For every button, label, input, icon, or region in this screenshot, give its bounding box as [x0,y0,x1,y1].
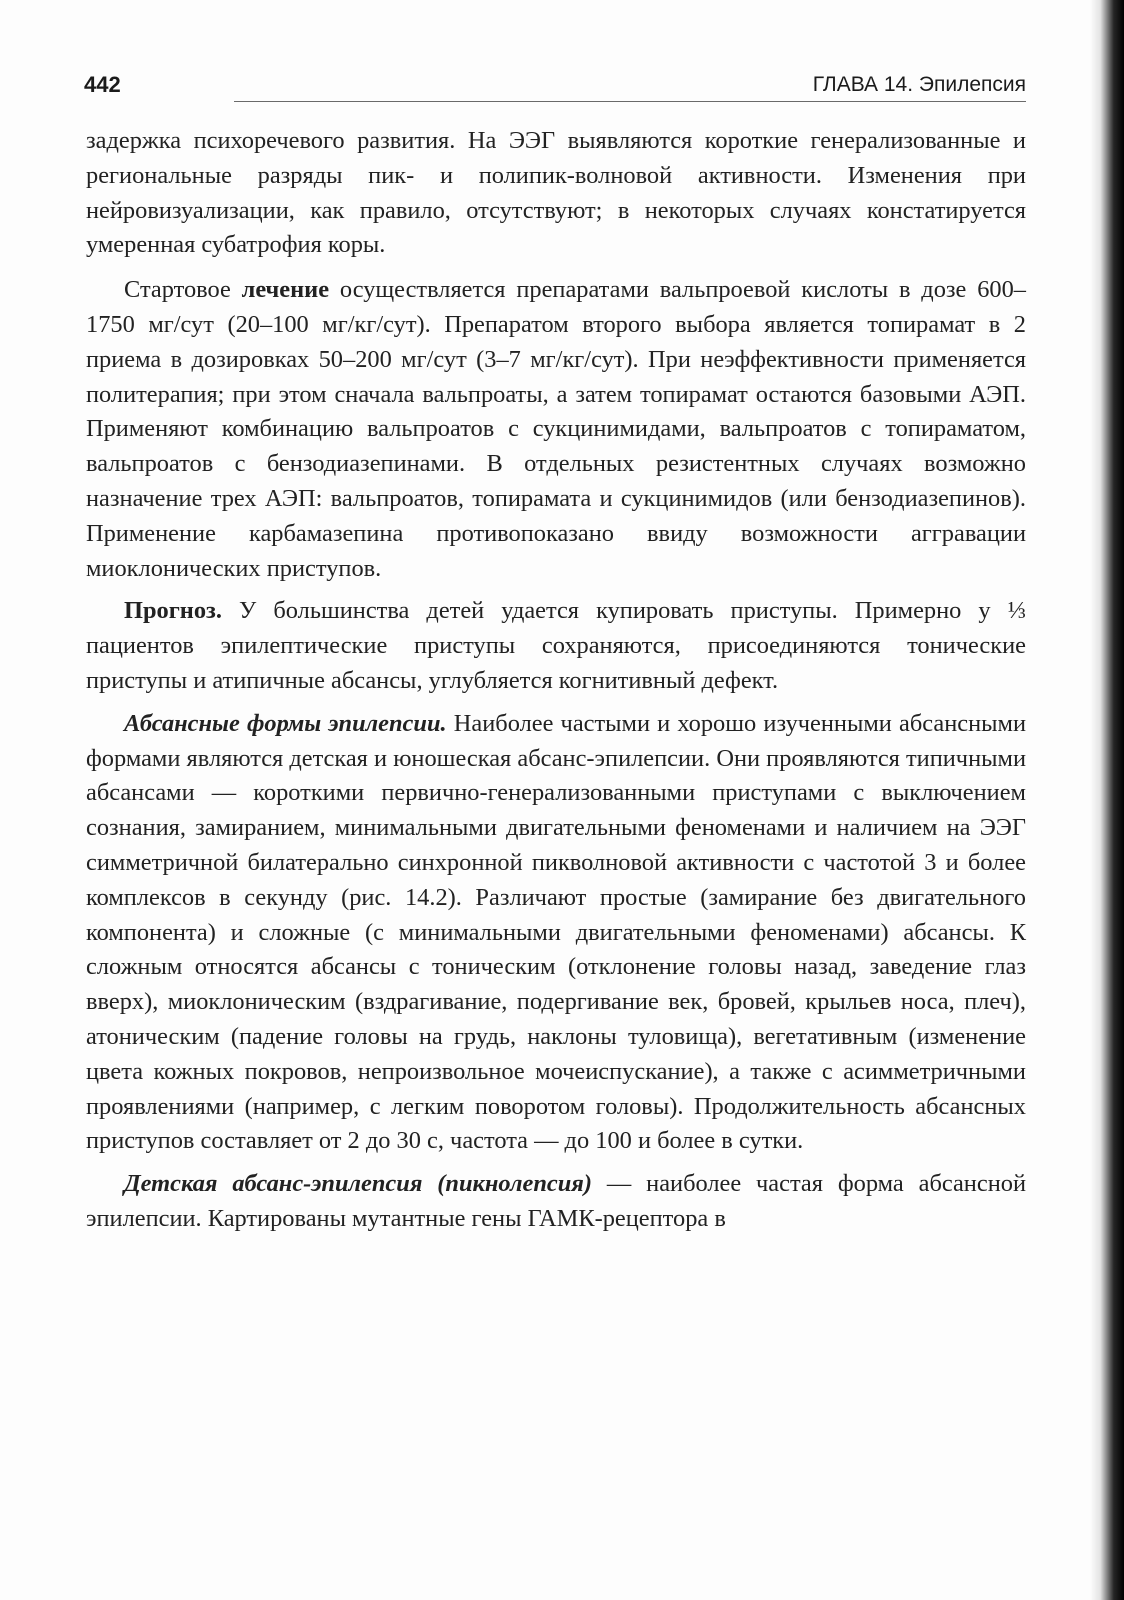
paragraph-treatment [86,273,1026,586]
term-treatment: лечение [241,276,330,304]
header-rule [234,101,1026,102]
running-head: ГЛАВА 14. Эпилепсия [812,73,1026,96]
term-absence-forms: Абсансные формы эпилепсии. [124,709,447,737]
paragraph-text: — наиболее частая форма абсансной эпилепсии. Картированы мутантные гены ГАМК-рецептора в [86,1170,1026,1232]
paragraph-lead: Стартовое [124,276,242,304]
paragraph-text: задержка психоречевого развития. На ЭЭГ выявляются короткие генерализованные и региональные разряды пик- и полипик-волновой активности. Изменения при нейровизуализации, как правило, отсутствуют; в некоторых случаях констатируется умеренная субатрофия коры. [86,127,1026,259]
paragraph-text: У большинства детей удается купировать приступы. Примерно у ⅓ пациентов эпилептические приступы сохраняются, присоединяются тонические приступы и атипичные абсансы, углубляется когнитивный дефект. [86,597,1026,694]
page-number: 442 [84,72,121,97]
page-binding-shadow [1090,0,1124,1600]
paragraph-text: Наиболее частыми и хорошо изученными абсансными формами являются детская и юношеская абсанс-эпилепсии. Они проявляются типичными абсансами — короткими первично-генерализованными приступами с выключением сознания, замиранием, минимальными двигательными феноменами и наличием на ЭЭГ симметричной билатерально синхронной пикволновой активности с частотой 3 и более комплексов в секунду (рис. 14.2). Различают простые (замирание без двигательного компонента) и сложные (с минимальными двигательными феноменами) абсансы. К сложным относятся абсансы с тоническим (отклонение головы назад, заведение глаз вверх), миоклоническим (вздрагивание, подергивание век, бровей, крыльев носа, плеч), атоническим (падение головы на грудь, наклоны туловища), вегетативным (изменение цвета кожных покровов, непроизвольное мочеиспускание), а также с асимметричными проявлениями (например, с легким поворотом головы). Продолжительность абсансных приступов составляет от 2 до 30 с, частота — до 100 и более в сутки. [86,709,1026,1155]
paragraph-continuation [86,124,1026,263]
term-childhood-absence: Детская абсанс-эпилепсия (пикнолепсия) [124,1170,592,1198]
paragraph-absence-forms [86,707,1026,1159]
paragraph-childhood-absence [86,1167,1026,1237]
paragraph-text: осуществляется препаратами вальпроевой кислоты в дозе 600–1750 мг/сут (20–100 мг/кг/сут). Препаратом второго выбора является топирамат в 2 приема в дозировках 50–200 мг/сут (3–7 мг/кг/сут). При неэффективности применяется политерапия; при этом сначала вальпроаты, а затем топирамат остаются базовыми АЭП. Применяют комбинацию вальпроатов с сукцинимидами, вальпроатов с топираматом, вальпроатов с бензодиазепинами. В отдельных резистентных случаях возможно назначение трех АЭП: вальпроатов, топирамата и сукцинимидов (или бензодиазепинов). Применение карбамазепина противопоказано ввиду возможности аггравации миоклонических приступов. [86,276,1026,582]
body-text [86,124,1026,1237]
term-prognosis: Прогноз. [124,597,222,625]
paragraph-prognosis [86,594,1026,698]
page-header [84,70,1026,104]
